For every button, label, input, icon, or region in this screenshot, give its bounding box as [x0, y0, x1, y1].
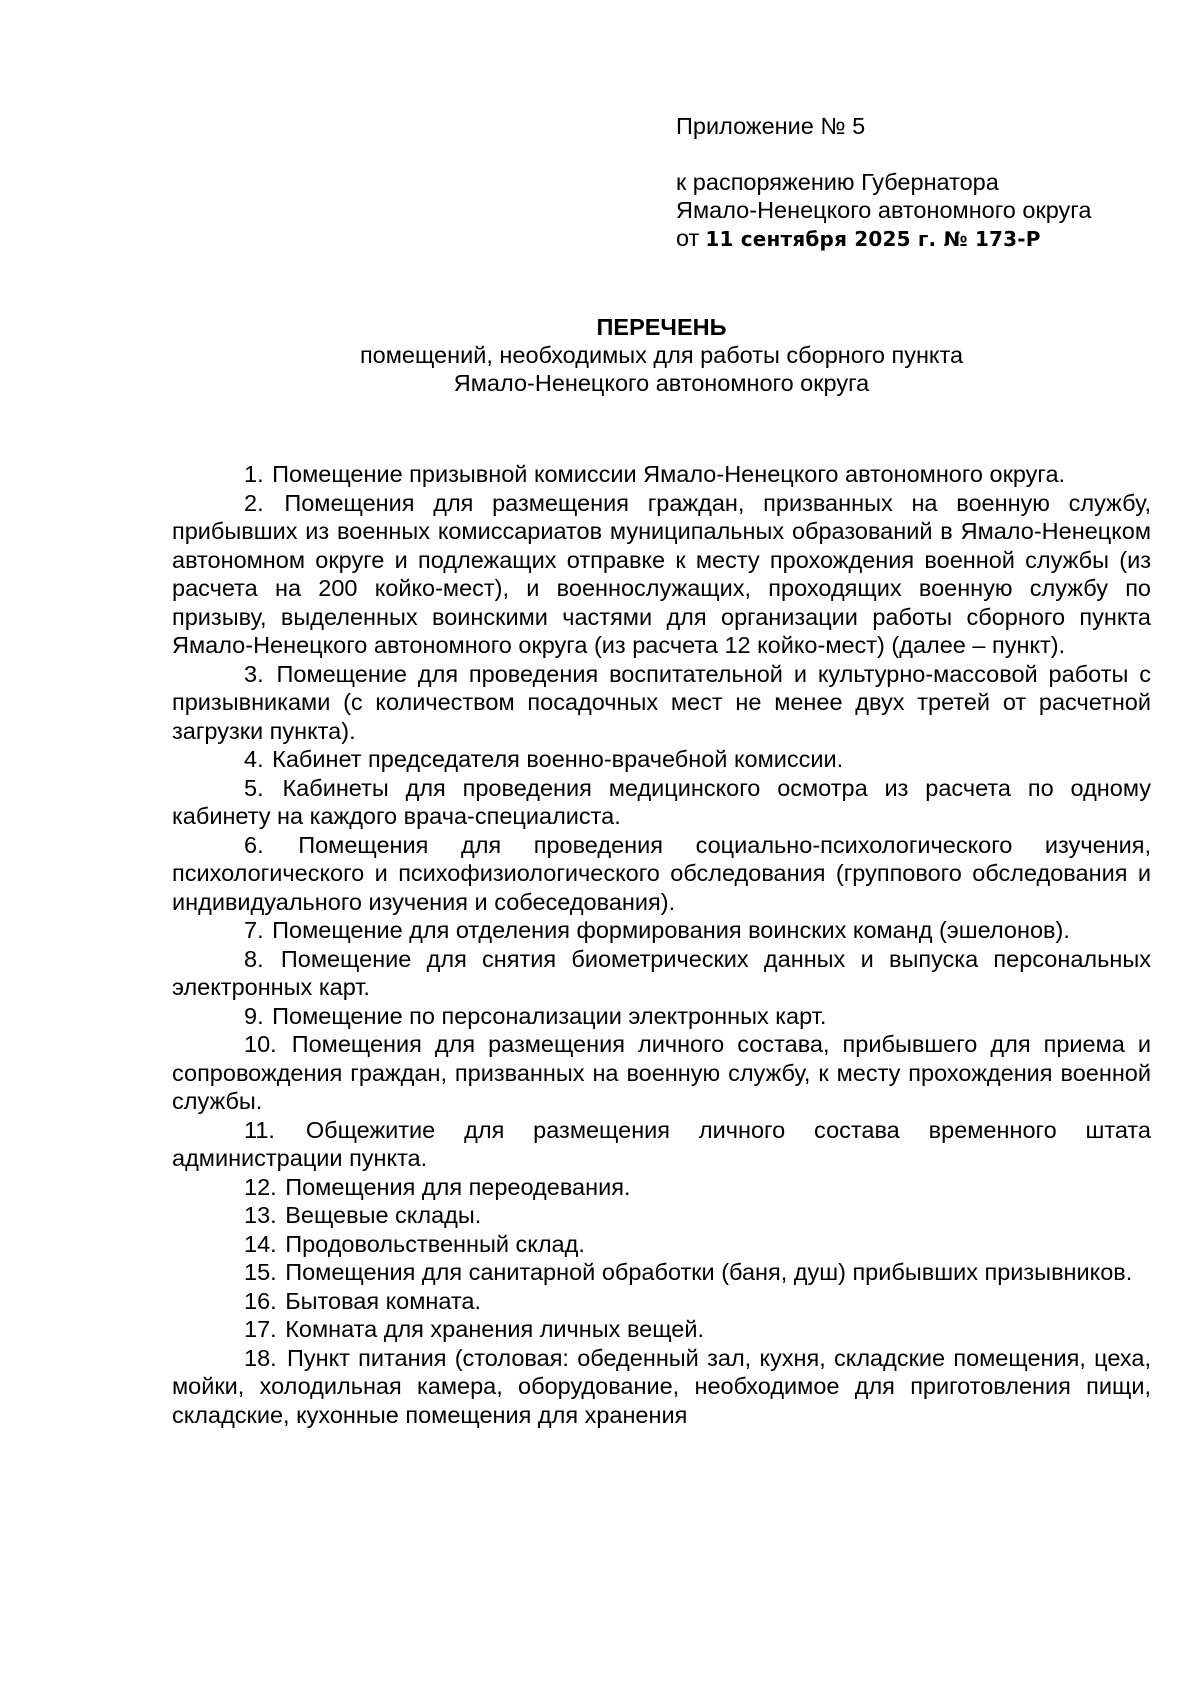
list-item-text: Помещение призывной комиссии Ямало-Ненецкого автономного округа. [272, 461, 1066, 487]
annex-date: 11 сентября 2025 г. № 173-Р [705, 227, 1041, 251]
list-item [172, 489, 1151, 660]
list-item-text: Бытовая комната. [285, 1287, 482, 1314]
list-item [172, 945, 1151, 1002]
list-item-text: Пункт питания (столовая: обеденный зал, кухня, складские помещения, цеха, мойки, холодильная камера, оборудование, необходимое для приготовления пищи, складские, кухонные помещения для хранения [172, 1344, 1152, 1428]
list-item-text: Помещение для отделения формирования воинских команд (эшелонов). [272, 917, 1070, 943]
list-item-text: Общежитие для размещения личного состава временного штата администрации пункта. [172, 1116, 1151, 1171]
annex-label: Приложение № 5 [676, 113, 866, 139]
list-item-number: 4. [244, 746, 264, 772]
list-item [172, 916, 1151, 945]
document-subtitle-line-2: Ямало-Ненецкого автономного округа [453, 370, 870, 396]
annex-region-line: Ямало-Ненецкого автономного округа [676, 197, 1092, 223]
list-item-number: 1. [244, 461, 264, 487]
list-item-number: 17. [244, 1316, 277, 1342]
list-item-number: 11. [244, 1116, 275, 1143]
list-item-text: Кабинет председателя военно-врачебной комиссии. [272, 746, 844, 772]
list-item [172, 660, 1151, 746]
annex-block [676, 112, 1091, 253]
list-item [172, 1030, 1151, 1116]
list-item-number: 3. [244, 660, 264, 687]
list-item [172, 1201, 1151, 1230]
annex-date-line [676, 224, 1091, 253]
document-subtitle-line-1: помещений, необходимых для работы сборного пункта [359, 342, 964, 368]
list-item-text: Помещения для проведения социально-психологического изучения, психологического и психофизиологического обследования (группового обследования и индивидуального изучения и собеседования). [172, 831, 1151, 915]
list-item-number: 2. [244, 489, 264, 516]
list-item-number: 7. [244, 917, 264, 943]
list-item-number: 14. [244, 1230, 277, 1257]
document-heading [172, 313, 1151, 397]
list-item-number: 9. [244, 1002, 264, 1029]
list-item [172, 1116, 1151, 1173]
list-item [172, 1173, 1151, 1202]
list-item-text: Кабинеты для проведения медицинского осмотра из расчета по одному кабинету на каждого врача-специалиста. [172, 774, 1152, 829]
list-item [172, 831, 1151, 917]
list-item [172, 1344, 1151, 1430]
list-item-number: 10. [244, 1031, 277, 1057]
list-item-number: 12. [244, 1173, 277, 1200]
list-item-text: Помещения для переодевания. [285, 1173, 631, 1200]
list-item-number: 16. [244, 1287, 277, 1314]
list-item [172, 1230, 1151, 1259]
list-item-text: Помещение для снятия биометрических данных и выпуска персональных электронных карт. [172, 945, 1151, 1000]
list-item-text: Помещения для санитарной обработки (баня, душ) прибывших призывников. [285, 1259, 1133, 1285]
list-item-text: Помещение для проведения воспитательной и культурно-массовой работы с призывниками (с количеством посадочных мест не менее двух третей от расчетной загрузки пункта). [172, 660, 1151, 744]
list-item-text: Вещевые склады. [285, 1202, 482, 1228]
list-item-text: Продовольственный склад. [285, 1230, 585, 1257]
list-item-text: Помещение по персонализации электронных карт. [272, 1002, 827, 1029]
list-item-number: 8. [244, 945, 264, 972]
rooms-list [172, 460, 1151, 1429]
list-item-text: Комната для хранения личных вещей. [285, 1316, 705, 1342]
list-item [172, 774, 1151, 831]
list-item-text: Помещения для размещения граждан, призванных на военную службу, прибывших из военных комиссариатов муниципальных образований в Ямало-Ненецком автономном округе и подлежащих отправке к месту прохождения военной службы (из расчета на 200 койко-мест), и военнослужащих, проходящих военную службу по призыву, выделенных воинскими частями для организации работы сборного пункта Ямало-Ненецкого автономного округа (из расчета 12 койко-мест) (далее – пункт). [172, 489, 1151, 658]
list-item-number: 5. [244, 774, 264, 801]
list-item-text: Помещения для размещения личного состава, прибывшего для приема и сопровождения граждан, призванных на военную службу, к месту прохождения военной службы. [172, 1031, 1151, 1114]
list-item [172, 1315, 1151, 1344]
document-title: ПЕРЕЧЕНЬ [596, 314, 727, 340]
list-item-number: 13. [244, 1202, 277, 1228]
list-item [172, 745, 1151, 774]
annex-spacer [676, 140, 1091, 168]
list-item [172, 460, 1151, 489]
list-item [172, 1287, 1151, 1316]
list-item-number: 15. [244, 1259, 277, 1285]
annex-date-prefix: от [676, 225, 700, 251]
annex-order-line: к распоряжению Губернатора [676, 169, 999, 195]
list-item-number: 18. [244, 1344, 277, 1371]
list-item-number: 6. [244, 831, 264, 858]
list-item [172, 1258, 1151, 1287]
list-item [172, 1002, 1151, 1031]
